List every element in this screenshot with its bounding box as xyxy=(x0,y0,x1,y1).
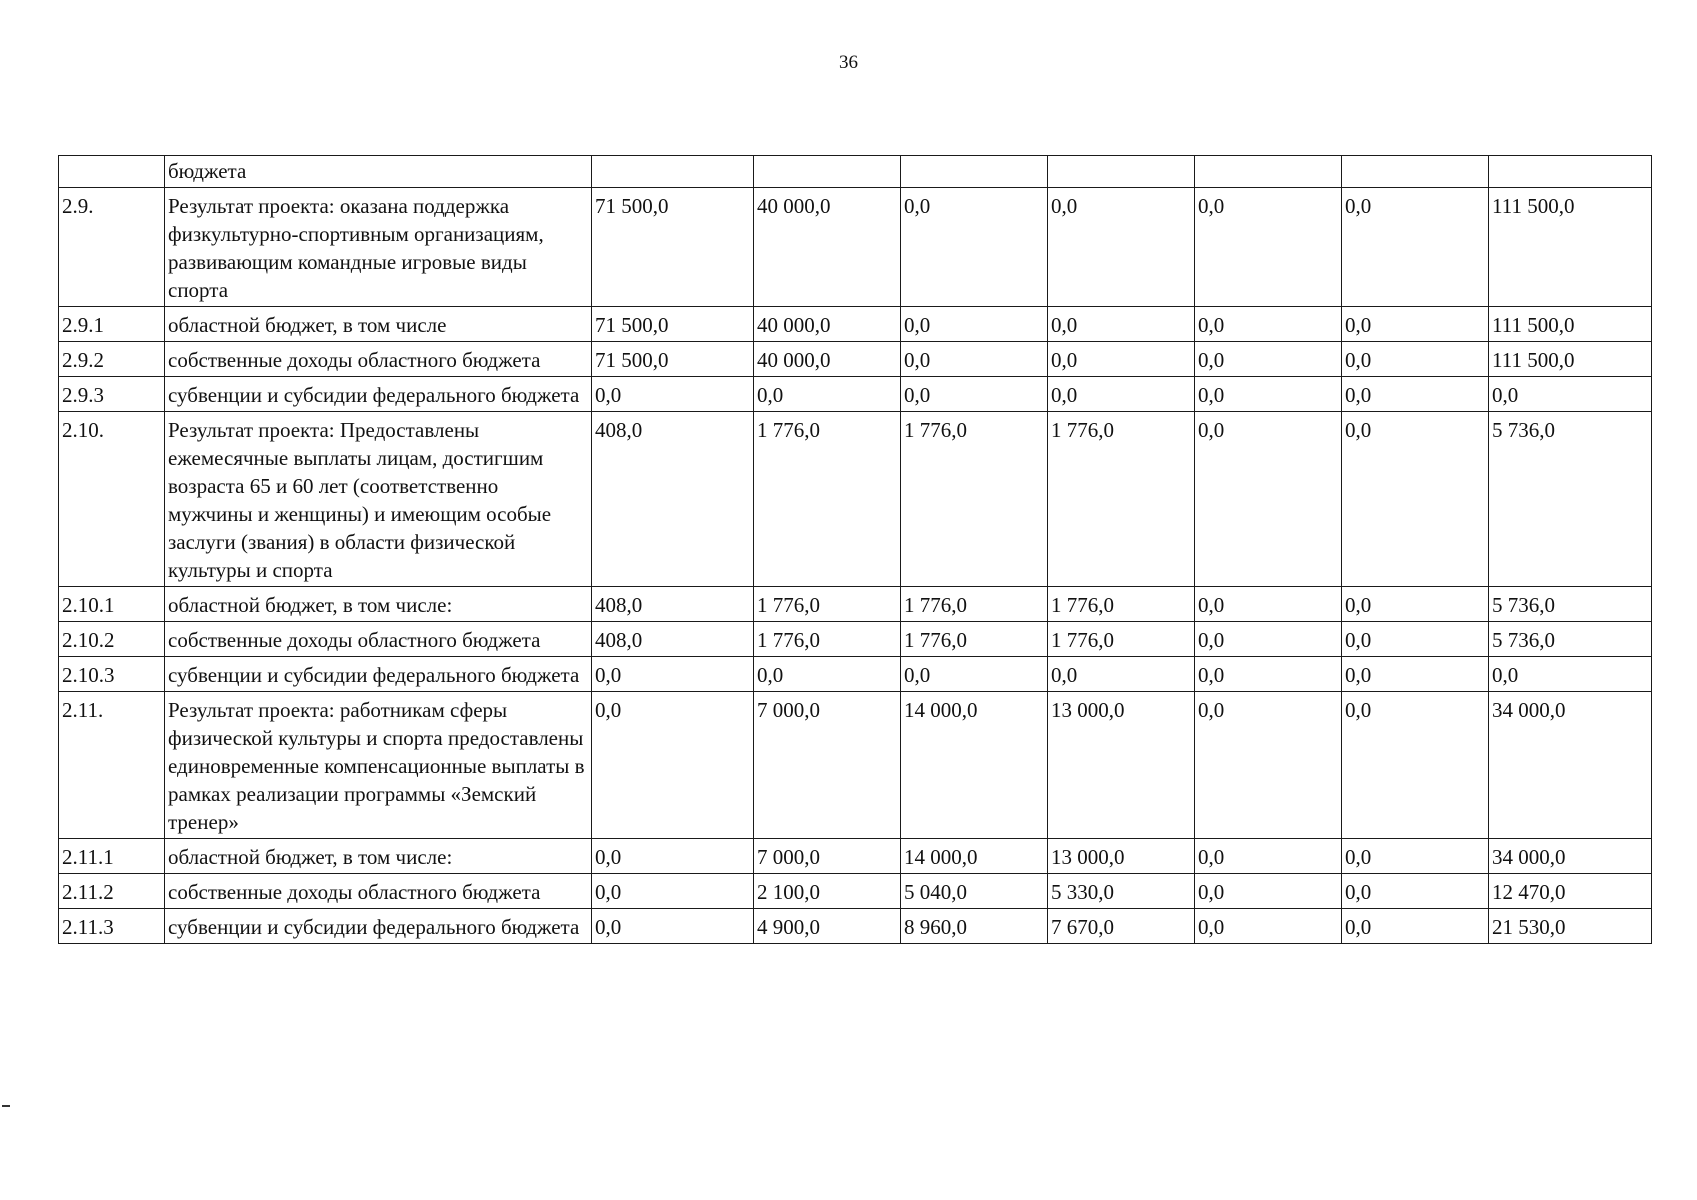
value-cell: 5 330,0 xyxy=(1048,874,1195,909)
value-cell: 40 000,0 xyxy=(754,307,901,342)
table-row xyxy=(59,342,1652,377)
value-cell: 0,0 xyxy=(1342,587,1489,622)
row-number: 2.9.2 xyxy=(59,342,165,377)
table-row xyxy=(59,657,1652,692)
value-cell: 111 500,0 xyxy=(1489,188,1652,307)
value-cell: 0,0 xyxy=(1048,307,1195,342)
value-cell: 408,0 xyxy=(592,412,754,587)
value-cell: 0,0 xyxy=(1342,342,1489,377)
value-cell xyxy=(754,156,901,188)
value-cell: 1 776,0 xyxy=(901,622,1048,657)
table-row xyxy=(59,307,1652,342)
row-number: 2.11.3 xyxy=(59,909,165,944)
row-name: субвенции и субсидии федерального бюджета xyxy=(165,377,592,412)
table-body xyxy=(59,156,1652,944)
value-cell: 2 100,0 xyxy=(754,874,901,909)
row-name: Результат проекта: оказана поддержка физкультурно-спортивным организациям, развивающим командные игровые виды спорта xyxy=(165,188,592,307)
row-number: 2.10.3 xyxy=(59,657,165,692)
value-cell: 4 900,0 xyxy=(754,909,901,944)
value-cell: 0,0 xyxy=(1489,657,1652,692)
row-number: 2.11. xyxy=(59,692,165,839)
value-cell: 408,0 xyxy=(592,587,754,622)
table-row xyxy=(59,692,1652,839)
value-cell: 0,0 xyxy=(1342,188,1489,307)
value-cell xyxy=(1342,156,1489,188)
row-number: 2.9. xyxy=(59,188,165,307)
table-row xyxy=(59,587,1652,622)
value-cell: 1 776,0 xyxy=(754,622,901,657)
value-cell: 0,0 xyxy=(754,657,901,692)
value-cell: 0,0 xyxy=(1342,622,1489,657)
table-row xyxy=(59,874,1652,909)
table-row xyxy=(59,839,1652,874)
table-row xyxy=(59,909,1652,944)
value-cell: 0,0 xyxy=(1195,874,1342,909)
value-cell: 0,0 xyxy=(1195,839,1342,874)
value-cell: 0,0 xyxy=(901,307,1048,342)
value-cell: 14 000,0 xyxy=(901,839,1048,874)
value-cell: 0,0 xyxy=(1195,909,1342,944)
value-cell: 0,0 xyxy=(1195,622,1342,657)
page-number: 36 xyxy=(839,52,858,73)
value-cell: 40 000,0 xyxy=(754,188,901,307)
value-cell: 0,0 xyxy=(1048,657,1195,692)
row-number: 2.11.2 xyxy=(59,874,165,909)
value-cell xyxy=(901,156,1048,188)
value-cell: 0,0 xyxy=(1342,412,1489,587)
value-cell: 0,0 xyxy=(1048,188,1195,307)
value-cell: 0,0 xyxy=(592,377,754,412)
value-cell: 0,0 xyxy=(1342,377,1489,412)
value-cell: 5 736,0 xyxy=(1489,587,1652,622)
row-number: 2.11.1 xyxy=(59,839,165,874)
value-cell: 13 000,0 xyxy=(1048,692,1195,839)
row-name: субвенции и субсидии федерального бюджета xyxy=(165,657,592,692)
table-row xyxy=(59,622,1652,657)
value-cell: 0,0 xyxy=(901,342,1048,377)
value-cell: 1 776,0 xyxy=(754,412,901,587)
value-cell: 0,0 xyxy=(1195,412,1342,587)
value-cell: 21 530,0 xyxy=(1489,909,1652,944)
row-name: областной бюджет, в том числе xyxy=(165,307,592,342)
value-cell: 0,0 xyxy=(592,839,754,874)
table-row xyxy=(59,412,1652,587)
value-cell: 0,0 xyxy=(1195,692,1342,839)
value-cell: 0,0 xyxy=(1195,377,1342,412)
row-name: Результат проекта: работникам сферы физической культуры и спорта предоставлены единовременные компенсационные выплаты в рамках реализации программы «Земский тренер» xyxy=(165,692,592,839)
value-cell: 40 000,0 xyxy=(754,342,901,377)
value-cell: 1 776,0 xyxy=(901,587,1048,622)
value-cell: 0,0 xyxy=(1195,342,1342,377)
value-cell: 0,0 xyxy=(592,657,754,692)
value-cell: 5 736,0 xyxy=(1489,412,1652,587)
value-cell: 0,0 xyxy=(1342,692,1489,839)
row-number: 2.10.1 xyxy=(59,587,165,622)
value-cell: 0,0 xyxy=(901,188,1048,307)
row-name: субвенции и субсидии федерального бюджета xyxy=(165,909,592,944)
value-cell: 1 776,0 xyxy=(901,412,1048,587)
value-cell: 0,0 xyxy=(901,657,1048,692)
value-cell: 408,0 xyxy=(592,622,754,657)
table-row xyxy=(59,377,1652,412)
value-cell: 34 000,0 xyxy=(1489,692,1652,839)
value-cell xyxy=(1489,156,1652,188)
row-name: областной бюджет, в том числе: xyxy=(165,587,592,622)
value-cell: 1 776,0 xyxy=(1048,587,1195,622)
value-cell: 71 500,0 xyxy=(592,188,754,307)
value-cell xyxy=(592,156,754,188)
value-cell: 0,0 xyxy=(1195,307,1342,342)
value-cell: 34 000,0 xyxy=(1489,839,1652,874)
value-cell: 0,0 xyxy=(592,909,754,944)
table-row-continuation xyxy=(59,156,1652,188)
value-cell: 13 000,0 xyxy=(1048,839,1195,874)
row-number: 2.10. xyxy=(59,412,165,587)
value-cell xyxy=(1048,156,1195,188)
value-cell: 0,0 xyxy=(1342,307,1489,342)
row-name: собственные доходы областного бюджета xyxy=(165,874,592,909)
value-cell: 0,0 xyxy=(1195,587,1342,622)
value-cell: 8 960,0 xyxy=(901,909,1048,944)
value-cell: 0,0 xyxy=(1048,342,1195,377)
value-cell: 71 500,0 xyxy=(592,342,754,377)
row-name: бюджета xyxy=(165,156,592,188)
row-number xyxy=(59,156,165,188)
value-cell: 0,0 xyxy=(1489,377,1652,412)
value-cell: 0,0 xyxy=(592,874,754,909)
row-name: областной бюджет, в том числе: xyxy=(165,839,592,874)
value-cell: 111 500,0 xyxy=(1489,342,1652,377)
value-cell: 7 000,0 xyxy=(754,839,901,874)
row-name: собственные доходы областного бюджета xyxy=(165,622,592,657)
value-cell: 0,0 xyxy=(901,377,1048,412)
row-number: 2.10.2 xyxy=(59,622,165,657)
value-cell: 1 776,0 xyxy=(1048,412,1195,587)
value-cell: 0,0 xyxy=(592,692,754,839)
row-name: Результат проекта: Предоставлены ежемесячные выплаты лицам, достигшим возраста 65 и 60 лет (соответственно мужчины и женщины) и имеющим особые заслуги (звания) в области физической культуры и спорта xyxy=(165,412,592,587)
value-cell: 111 500,0 xyxy=(1489,307,1652,342)
budget-table xyxy=(58,155,1652,944)
value-cell: 1 776,0 xyxy=(1048,622,1195,657)
value-cell: 0,0 xyxy=(1342,839,1489,874)
value-cell: 14 000,0 xyxy=(901,692,1048,839)
value-cell: 0,0 xyxy=(1195,657,1342,692)
row-name: собственные доходы областного бюджета xyxy=(165,342,592,377)
value-cell: 0,0 xyxy=(1195,188,1342,307)
value-cell: 71 500,0 xyxy=(592,307,754,342)
value-cell: 0,0 xyxy=(1048,377,1195,412)
value-cell: 0,0 xyxy=(754,377,901,412)
value-cell: 12 470,0 xyxy=(1489,874,1652,909)
value-cell: 5 736,0 xyxy=(1489,622,1652,657)
value-cell: 0,0 xyxy=(1342,874,1489,909)
row-number: 2.9.1 xyxy=(59,307,165,342)
value-cell: 1 776,0 xyxy=(754,587,901,622)
value-cell xyxy=(1195,156,1342,188)
value-cell: 0,0 xyxy=(1342,657,1489,692)
value-cell: 0,0 xyxy=(1342,909,1489,944)
value-cell: 7 000,0 xyxy=(754,692,901,839)
value-cell: 5 040,0 xyxy=(901,874,1048,909)
value-cell: 7 670,0 xyxy=(1048,909,1195,944)
margin-mark xyxy=(2,1105,10,1107)
row-number: 2.9.3 xyxy=(59,377,165,412)
table-row xyxy=(59,188,1652,307)
